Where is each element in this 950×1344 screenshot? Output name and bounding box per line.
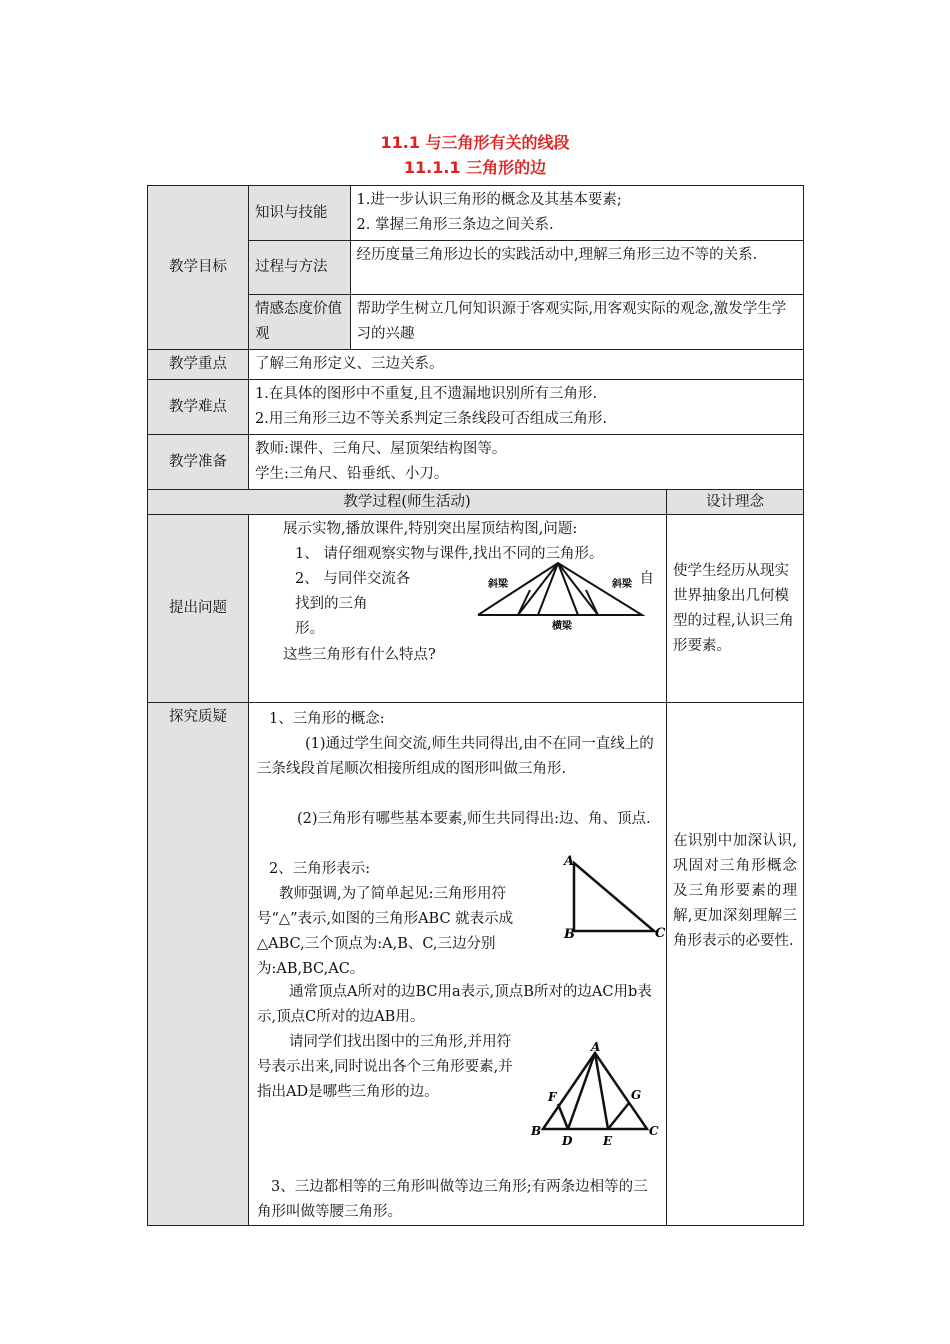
- vertex-d: D: [562, 1134, 573, 1148]
- explore-s1b: (2)三角形有哪些基本要素,师生共同得出:边、角、顶点.: [297, 811, 651, 827]
- process-header-row: [148, 490, 804, 515]
- objective-line: 帮助学生树立几何知识源于客观实际,用客观实际的观念,激发学生学习的兴趣: [350, 295, 803, 350]
- objective-category: 知识与技能: [249, 186, 350, 241]
- preparation-line: 学生:三角尺、铅垂纸、小刀。: [255, 466, 449, 482]
- vertex-a: A: [564, 854, 575, 869]
- objective-category: 情感态度价值观: [249, 295, 350, 350]
- roof-label-right: 斜梁: [612, 579, 632, 590]
- lesson-subtitle: 11.1.1 三角形的边: [403, 158, 547, 177]
- raise-question-label: 提出问题: [148, 515, 249, 703]
- design-note-1: 使学生经历从现实世界抽象出几何模型的过程,认识三角形要素。: [667, 515, 804, 703]
- difficulty-row: [148, 380, 804, 435]
- lesson-plan-table: [147, 185, 804, 1226]
- triangle-abcdefg-diagram: [531, 1041, 661, 1151]
- objectives-label: 教学目标: [148, 186, 249, 350]
- difficulty-line: 2.用三角形三边不等关系判定三条线段可否组成三角形.: [255, 411, 607, 427]
- preparation-row: [148, 435, 804, 490]
- process-header: 教学过程(师生活动): [148, 490, 667, 515]
- vertex-b: B: [564, 927, 575, 942]
- explore-s1: 1、三角形的概念:: [269, 711, 385, 727]
- objectives-row: [148, 186, 804, 350]
- vertex-f: F: [548, 1090, 557, 1104]
- roof-label-bottom: 横梁: [552, 621, 572, 632]
- explore-label: 探究质疑: [148, 703, 249, 1226]
- explore-s2a: 教师强调,为了简单起见:三角形用符号“△”表示,如图的三角形ABC 就表示成△ABC,三个顶点为:A,B、C,三边分别为:AB,BC,AC。: [257, 886, 514, 977]
- roof-label-left: 斜梁: [488, 579, 508, 590]
- raise-question-row: [148, 515, 804, 703]
- vertex-g: G: [631, 1088, 642, 1102]
- lesson-title: 11.1 与三角形有关的线段: [380, 133, 570, 152]
- objective-category: 过程与方法: [249, 241, 350, 295]
- preparation-label: 教学准备: [148, 435, 249, 490]
- question-intro: 展示实物,播放课件,特别突出屋顶结构图,问题:: [283, 521, 578, 537]
- explore-s2c: 请同学们找出图中的三角形,并用符号表示出来,同时说出各个三角形要素,并指出AD是哪些三角形的边。: [257, 1034, 513, 1100]
- vertex-a: A: [591, 1040, 601, 1054]
- focus-row: [148, 350, 804, 380]
- question-1: 1、 请仔细观察实物与课件,找出不同的三角形。: [295, 546, 604, 562]
- question-2-cont: 找到的三角: [295, 596, 368, 612]
- explore-s2b: 通常顶点A所对的边BC用a表示,顶点B所对的边AC用b表示,顶点C所对的边AB用。: [257, 984, 652, 1025]
- question-2: 2、 与同伴交流各: [295, 571, 411, 587]
- question-2-end: 形。: [295, 621, 324, 637]
- explore-s2: 2、三角形表示:: [269, 861, 371, 877]
- question-3: 这些三角形有什么特点?: [283, 647, 436, 663]
- design-header: 设计理念: [667, 490, 804, 515]
- difficulty-line: 1.在具体的图形中不重复,且不遗漏地识别所有三角形.: [255, 386, 598, 402]
- objective-line: 2. 掌握三角形三条边之间关系.: [356, 217, 554, 233]
- roof-truss-diagram: [470, 557, 650, 635]
- objectives-subtable: [249, 186, 803, 349]
- explore-s3: 3、三边都相等的三角形叫做等边三角形;有两条边相等的三角形叫做等腰三角形。: [257, 1179, 648, 1220]
- objective-line: 1.进一步认识三角形的概念及其基本要素;: [356, 192, 622, 208]
- explore-row: [148, 703, 804, 1226]
- focus-label: 教学重点: [148, 350, 249, 380]
- objective-line: 经历度量三角形边长的实践活动中,理解三角形三边不等的关系.: [350, 241, 803, 295]
- vertex-e: E: [603, 1134, 613, 1148]
- focus-text: 了解三角形定义、三边关系。: [249, 350, 804, 380]
- preparation-line: 教师:课件、三角尺、屋顶架结构图等。: [255, 441, 507, 457]
- triangle-abc-diagram: [554, 853, 664, 943]
- difficulty-label: 教学难点: [148, 380, 249, 435]
- explore-s1a: (1)通过学生间交流,师生共同得出,由不在同一直线上的三条线段首尾顺次相接所组成的图形叫做三角形.: [257, 736, 654, 777]
- vertex-c: C: [649, 1124, 659, 1138]
- design-note-2: 在识别中加深认识,巩固对三角形概念及三角形要素的理解,更加深刻理解三角形表示的必要性.: [667, 703, 804, 1226]
- question-2-tail: 自: [639, 571, 654, 587]
- vertex-b: B: [531, 1124, 542, 1138]
- vertex-c: C: [655, 926, 666, 941]
